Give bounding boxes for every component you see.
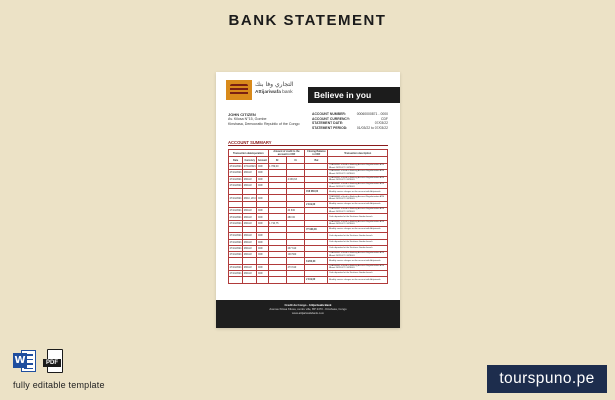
address-line-1: Av. Kilosa N°15, Gombe — [228, 117, 267, 121]
cell-val: 28/10/2 — [243, 220, 257, 226]
bank-name-arabic: التجاري وفا بنك — [255, 81, 294, 88]
cell-desc: Cash deposited at the Kinshasa Gombe branch — [328, 214, 388, 220]
cell-desc: Monthly service charges on the account with Attijariwafa — [328, 277, 388, 283]
cell-desc: Cash deposited at the Kinshasa Gombe branch — [328, 239, 388, 245]
cell-val: 28/10/2 — [243, 233, 257, 239]
cell-date: 27/10/2021 — [229, 171, 242, 175]
slogan-text: Believe in you — [314, 90, 372, 100]
account-info-key: ACCOUNT CURRENCY: — [312, 116, 350, 121]
customer-address — [228, 112, 300, 127]
pdf-badge: PDF — [43, 359, 61, 367]
bank-name — [255, 90, 293, 95]
account-info — [312, 112, 388, 130]
cell-date: 27/10/2021 — [229, 272, 242, 276]
cell-cur: CDF — [257, 208, 268, 214]
cell-cur: CDF — [257, 176, 268, 182]
subheader-currency: Currency — [244, 158, 255, 162]
pdf-icon[interactable] — [43, 349, 65, 374]
cell-cr: 100 500 — [287, 252, 305, 258]
cell-val: 28/10/2 — [243, 176, 257, 182]
cell-cur: CDF — [257, 239, 268, 245]
bank-statement-preview[interactable] — [216, 72, 400, 328]
cell-date: 27/10/2021 — [229, 196, 242, 200]
cell-desc: Monthly service charges on the account with Attijariwafa — [328, 226, 388, 232]
cell-desc: TRANSFER of fund to Banking Account Regularization ATM Mbueti 20211027 / 8478601 — [328, 170, 388, 176]
cell-val: 28/10/2 — [243, 208, 257, 214]
cell-bal: 2 119,00 — [305, 277, 328, 283]
header-credit-amount: Amount of credit to the account in CDF — [268, 150, 305, 157]
header-transaction-date: Transaction date/operation — [229, 150, 269, 157]
cell-cur: CDF — [257, 245, 268, 251]
account-info-value: 07/03/22 — [374, 121, 388, 126]
cell-cr: 237 610 — [287, 245, 305, 251]
subheader-bal: Bal — [305, 157, 328, 164]
cell-val: 28/10/2 — [243, 182, 257, 188]
cell-desc: Cash deposited at the Kinshasa Gombe branch — [328, 271, 388, 277]
subheader-date: Date — [229, 157, 243, 164]
footer-line-1: Credit du Congo - Attijariwafa Bank — [284, 303, 332, 307]
cell-val: 28/10/2 — [243, 214, 257, 220]
cell-cur: CDF — [257, 233, 268, 239]
subheader-dr: Dr — [268, 157, 286, 164]
cell-val: 27/10/2021 — [243, 165, 256, 169]
cell-cur: CDF — [257, 195, 268, 201]
slogan-banner — [308, 87, 400, 103]
cell-date: 27/10/2021 — [229, 234, 242, 238]
account-info-value: CDF — [381, 116, 388, 121]
bank-name-rest: bank — [280, 90, 293, 95]
cell-val: 28/10/2 — [243, 252, 257, 258]
cell-date: 27/10/2021 — [229, 165, 242, 169]
cell-desc: Monthly service charges on the account with Attijariwafa — [328, 189, 388, 195]
cell-dr: 1 710,75 — [268, 220, 286, 226]
subheader-amount: Amount — [257, 158, 267, 162]
cell-bal: 158 366,00 — [305, 189, 328, 195]
header-description: Transaction description — [328, 150, 388, 157]
cell-cr: 44 630 — [287, 208, 305, 214]
word-badge: W — [14, 355, 26, 366]
cell-desc: TRANSFER of fund to Banking Account Regularization ATM Mbueti 20211027 / 8478601 — [328, 208, 388, 214]
cell-date: 27/10/2021 — [229, 177, 242, 181]
account-info-row — [312, 126, 388, 131]
cell-date — [229, 277, 243, 283]
cell-date: 27/10/2021 — [229, 215, 242, 219]
transactions-table — [228, 149, 388, 284]
table-row — [229, 277, 388, 283]
cell-val — [243, 277, 257, 283]
cell-desc: TRANSFER of fund to Banking Account Regularization ATM Mbueti 20211027 / 8478601 — [328, 252, 388, 258]
cell-cur: CDF — [257, 271, 268, 277]
editable-caption: fully editable template — [13, 380, 105, 390]
account-info-value: 01/03/22 to 07/03/22 — [356, 125, 388, 130]
cell-val: 28/10/2 — [243, 245, 257, 251]
bank-name-bold: Attijariwafa — [255, 90, 281, 95]
cell-val: 28/10/2 — [243, 239, 257, 245]
summary-divider — [228, 145, 388, 146]
word-icon[interactable] — [13, 349, 37, 374]
cell-cur: CDF — [257, 164, 268, 170]
account-info-key: ACCOUNT NUMBER: — [312, 112, 346, 116]
customer-name: JOHN CITIZEN — [228, 112, 256, 117]
cell-date: 27/10/2021 — [229, 247, 242, 250]
cell-desc: TRANSFER of fund to Banking Account Regularization ATM Mbueti 20211027 / 8478601 — [328, 264, 388, 270]
cell-cur: CDF — [257, 182, 268, 188]
cell-desc: TRANSFER of fund to Banking Account Regularization ATM Mbueti 20211027 / 8478601 — [328, 220, 388, 226]
cell-cur: CDF — [257, 220, 268, 226]
cell-desc: TRANSFER of fund to Banking Account Regularization ATM Mbueti 20211027 / 8478601 — [328, 176, 388, 182]
cell-date: 27/10/2021 — [229, 265, 242, 269]
cell-cur — [257, 277, 268, 283]
cell-val: 28/10/2 — [243, 264, 257, 270]
cell-desc: Monthly service charges on the account with Attijariwafa — [328, 201, 388, 207]
format-icons — [13, 349, 69, 375]
cell-dr: 1 769,00 — [268, 164, 286, 170]
cell-desc: TRANSFER of fund to Banking Account Regularization ATM Mbueti 20211027 / 8478601 — [328, 164, 388, 170]
cell-val: 28/10, 28.0 — [243, 196, 256, 200]
address-line-2: Kinshasa, Democratic Republic of the Congo — [228, 122, 300, 126]
cell-cr — [287, 277, 305, 283]
cell-date: 27/10/2021 — [229, 184, 242, 188]
page-title: BANK STATEMENT — [228, 12, 387, 29]
logo-stripes-icon — [230, 84, 248, 96]
cell-cur: CDF — [257, 252, 268, 258]
cell-val: 28/10/2 — [243, 271, 257, 277]
cell-cur: CDF — [257, 264, 268, 270]
brand-badge[interactable]: tourspuno.pe — [487, 365, 607, 393]
cell-desc: Cash deposited at the Kinshasa Gombe branch — [328, 245, 388, 251]
account-info-value: 00060000871 - 0000 — [356, 112, 388, 116]
cell-bal: 8 260,00 — [305, 258, 328, 264]
cell-date: 27/10/2021 — [229, 240, 242, 244]
subheader-empty — [328, 157, 388, 164]
cell-date: 27/10/2021 — [229, 253, 242, 257]
cell-cur: CDF — [257, 170, 268, 176]
cell-cur: CDF — [257, 214, 268, 220]
header-closing-balance: Closing Balance in CDF — [305, 150, 328, 157]
cell-date: 27/10/2021 — [229, 221, 242, 225]
account-info-key: STATEMENT DATE: — [312, 121, 344, 126]
account-info-key: STATEMENT PERIOD: — [312, 125, 348, 130]
cell-cr: 480 00 — [287, 214, 305, 220]
cell-dr — [268, 277, 286, 283]
footer-line-2: Avenue Kilosa Kilosa, centre ville, BP 2470 - Kinshasa, Congo — [269, 307, 347, 311]
cell-cr: 473 610 — [287, 264, 305, 270]
cell-desc: Cash deposited at the Kinshasa Gombe branch — [328, 233, 388, 239]
footer-line-3: www.attijariwafabank.com — [291, 311, 325, 315]
cell-desc: TRANSFER of fund to Banking Account Regularization ATM Mbueti 20211027 / 8478601 — [328, 182, 388, 188]
cell-bal: 2 119,00 — [305, 201, 328, 207]
cell-bal: 77 630,00 — [305, 226, 328, 232]
subheader-cr: Cr — [287, 157, 305, 164]
cell-date: 27/10/2021 — [229, 209, 242, 213]
cell-val: 28/10/2 — [243, 170, 257, 176]
cell-desc: TRANSFER of fund to Banking Account Regularization ATM Mbueti 20211027 / 8478601 — [328, 195, 388, 201]
cell-desc: Monthly service charges on the account with Attijariwafa — [328, 258, 388, 264]
statement-header — [216, 80, 400, 102]
statement-footer — [216, 300, 400, 328]
summary-title: ACCOUNT SUMMARY — [228, 140, 272, 145]
cell-cr: 4 039,63 — [287, 176, 305, 182]
